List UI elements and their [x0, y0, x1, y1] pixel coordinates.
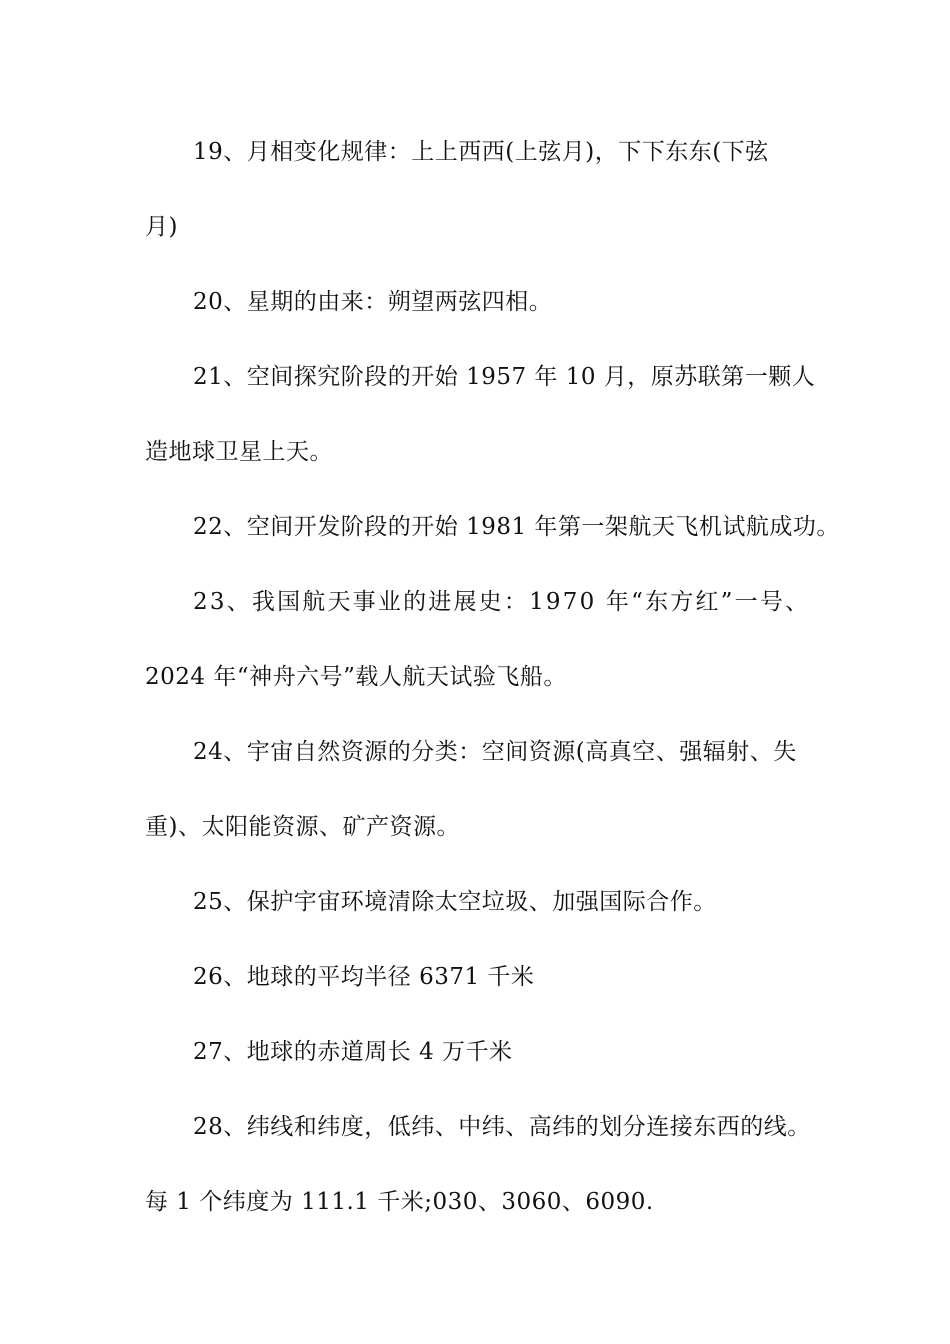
item-23-line-2: 2024 年“神舟六号”载人航天试验飞船。: [145, 664, 567, 690]
item-23-line-1: 23、我国航天事业的进展史：1970 年“东方红”一号、: [193, 589, 811, 615]
item-24-line-2: 重)、太阳能资源、矿产资源。: [145, 814, 460, 840]
item-24-line-1: 24、宇宙自然资源的分类：空间资源(高真空、强辐射、失: [193, 739, 797, 765]
item-21-line-1: 21、空间探究阶段的开始 1957 年 10 月，原苏联第一颗人: [193, 364, 816, 390]
item-20-line-1: 20、星期的由来：朔望两弦四相。: [193, 289, 553, 315]
item-25-line-1: 25、保护宇宙环境清除太空垃圾、加强国际合作。: [193, 889, 717, 915]
item-27-line-1: 27、地球的赤道周长 4 万千米: [193, 1039, 513, 1065]
item-28-line-2: 每 1 个纬度为 111.1 千米;030、3060、6090.: [145, 1189, 654, 1215]
item-22-line-1: 22、空间开发阶段的开始 1981 年第一架航天飞机试航成功。: [193, 514, 840, 540]
item-19-line-1: 19、月相变化规律：上上西西(上弦月)，下下东东(下弦: [193, 139, 769, 165]
item-21-line-2: 造地球卫星上天。: [145, 439, 333, 465]
item-26-line-1: 26、地球的平均半径 6371 千米: [193, 964, 535, 990]
item-28-line-1: 28、纬线和纬度，低纬、中纬、高纬的划分连接东西的线。: [193, 1114, 811, 1140]
item-19-line-2: 月): [145, 214, 178, 240]
